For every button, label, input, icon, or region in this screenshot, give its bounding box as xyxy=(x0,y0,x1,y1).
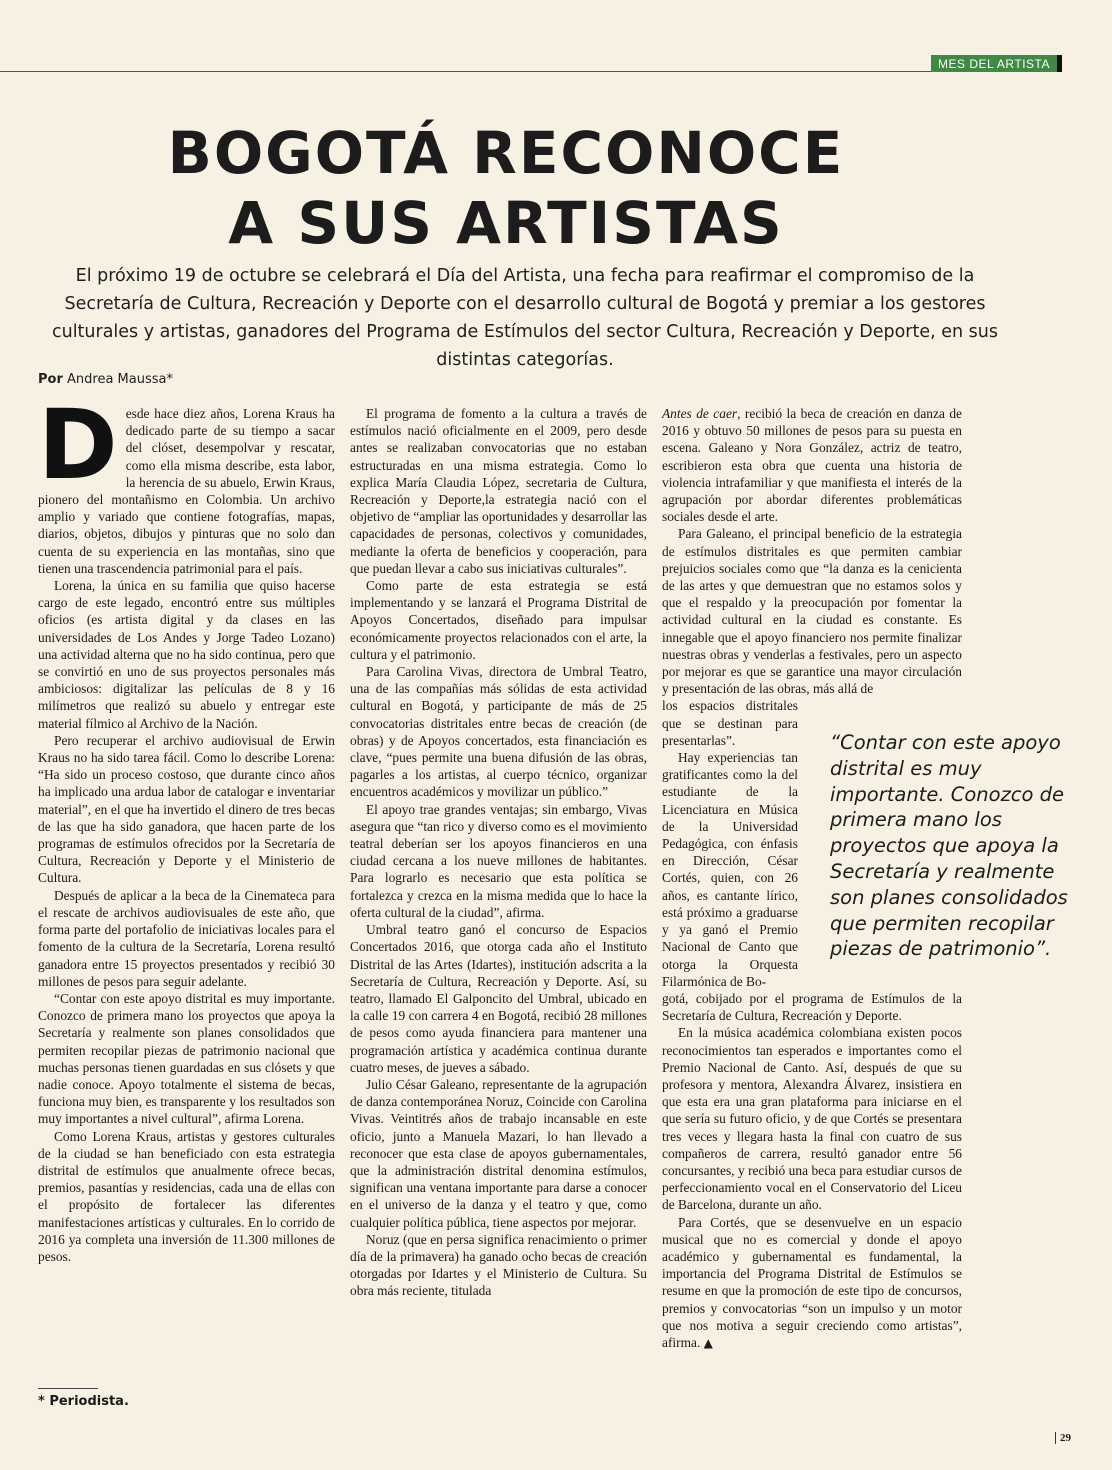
paragraph xyxy=(662,1214,962,1353)
section-tag: MES DEL ARTISTA xyxy=(931,55,1062,72)
paragraph: Para Carolina Vivas, directora de Umbral Teatro, una de las compañías más sólidas de esta actividad cultural en Bogotá, y participante de más de 25 convocatorias distritales entre becas de creación (de obras) y de Apoyos concertados, esta financiación es clave, “pues permite una buena difusión de las obras, pagarles a los artistas, al cuerpo técnico, organizar encuentros académicos y movilizar un público.” xyxy=(350,664,647,800)
paragraph: Después de aplicar a la beca de la Cinemateca para el rescate de archivos audiovisuales de este año, que forma parte del portafolio de iniciativas locales para el fomento de la cultura de la Secretaría, Lorena resultó ganadora entre 15 proyectos presentados y recibió 30 millones de pesos para seguir adelante. xyxy=(38,887,335,989)
article-title xyxy=(0,118,1012,258)
byline xyxy=(38,372,173,387)
footnote-rule xyxy=(38,1388,98,1389)
paragraph-narrow: los espacios distritales que se destinan para presentarlas”. xyxy=(662,698,798,748)
end-mark-icon: ▲ xyxy=(703,1335,713,1350)
paragraph: Como Lorena Kraus, artistas y gestores culturales de la ciudad se han beneficiado con esta estrategia distrital de estímulos que anualmente ofrece becas, premios, pasantías y residencias, cada una de ellas con el propósito de fortalecer las diferentes manifestaciones artísticas y culturales. En lo corrido de 2016 ya completa una inversión de 11.300 millones de pesos. xyxy=(38,1128,335,1264)
paragraph-text: , recibió la beca de creación en danza de 2016 y obtuvo 50 millones de pesos para su puesta en escena. Galeano y Nora González, actriz de teatro, escribieron esta obra que cuenta una historia de violencia intrafamiliar y que manifiesta el interés de la agrupación por abordar diferentes problemáticas sociales desde el arte. xyxy=(662,406,962,525)
byline-author: Andrea Maussa* xyxy=(67,372,173,387)
footnote: * Periodista. xyxy=(38,1394,129,1409)
title-line-1: BOGOTÁ RECONOCE xyxy=(167,119,845,187)
paragraph xyxy=(662,405,962,525)
paragraph: Lorena, la única en su familia que quiso hacerse cargo de este legado, encontró entre sus múltiples oficios (es artista digital y da clases en las universidades de Los Andes y Jorge Tadeo Lozano) una actividad alterna que no ha sido continua, pero que se convirtió en uno de sus proyectos personales más ambiciosos: digitalizar las películas de 8 y 16 milímetros que realizó su abuelo y entregar este material fílmico al Archivo de la Nación. xyxy=(38,578,335,731)
drop-cap: D xyxy=(38,389,118,501)
paragraph: El apoyo trae grandes ventajas; sin embargo, Vivas asegura que “tan rico y diverso como es el movimiento teatral deberían ser los apoyos financieros en una ciudad cercana a los nueve millones de habitantes. Para lograrlo es necesario que esta política se fortalezca y crezca en la misma medida que lo hace la oferta cultural de la ciudad”, afirma. xyxy=(350,801,647,920)
paragraph: “Contar con este apoyo distrital es muy importante. Conozco de primera mano los proyectos que apoya la Secretaría y realmente son planes consolidados que permiten recopilar piezas de patrimonio nacional que muchas personas tienen guardadas en sus clósets y que nadie conoce. Apoyo totalmente el sistema de becas, funciona muy bien, es transparente y los resultados son muy importantes a nivel cultural”, afirma Lorena. xyxy=(38,990,335,1127)
paragraph: El programa de fomento a la cultura a través de estímulos nació oficialmente en el 2009, pero desde antes se realizaban convocatorias que no estaban estructuradas en una misma estrategia. Como lo explica María Claudia López, secretaria de Cultura, Recreación y Deporte,la estrategia nació con el objetivo de “ampliar las oportunidades y desarrollar las capacidades de personas, colectivos y comunidades, mediante la oferta de beneficios y cooperación, para que puedan llevar a cabo sus iniciativas culturales”. xyxy=(350,406,647,576)
paragraph: Umbral teatro ganó el concurso de Espacios Concertados 2016, que otorga cada año el Instituto Distrital de las Artes (Idartes), institución adscrita a la Secretaría de Cultura, Recreación y Deporte. Así, su teatro, llamado El Galponcito del Umbral, ubicado en la calle 19 con carrera 4 en Bogotá, recibió 28 millones de pesos como ayuda financiera para mantener una programación artística y académica continua durante cuatro meses, de jueves a sábado. xyxy=(350,922,647,1075)
paragraph-text: esde hace diez años, Lorena Kraus ha dedicado parte de su tiempo a sacar del clóset, desempolvar y rescatar, como ella misma describe, esta labor, la herencia de su abuelo, Erwin Kraus, pionero del montañismo en Colombia. Un archivo amplio y variado que contiene fotografías, mapas, diarios, objetos, dibujos y pinturas que no solo dan cuenta de su experiencia en las montañas, sino que tienen una trascendencia patrimonial para el país. xyxy=(38,406,335,576)
header-rule xyxy=(0,71,1062,72)
paragraph-narrow: Hay experiencias tan gratificantes como la del estudiante de la Licenciatura en Música de la Universidad Pedagógica, con énfasis en Dirección, César Cortés, quien, con 26 años, es cantante lírico, está próximo a graduarse y ya ganó el Premio Nacional de Canto que otorga la Orquesta Filarmónica de Bo- xyxy=(662,750,798,989)
pull-quote: “Contar con este apoyo distrital es muy importante. Conozco de primera mano los proyectos que apoya la Secretaría y realmente son planes consolidados que permiten recopilar piezas de patrimonio”. xyxy=(830,731,1068,961)
paragraph xyxy=(38,389,335,577)
paragraph: En la música académica colombiana existen pocos reconocimientos tan esperados e importantes como el Premio Nacional de Canto. Así, después de que su profesora y mentora, Alexandra Álvarez, insistiera en que esta era una gran plataforma para iniciarse en el que sería su futuro oficio, y de que Cortés se presentara tres veces y llegara hasta la final con cuatro de sus compañeros de carrera, resultó ganador entre 56 concursantes, y recibió una beca para estudiar cursos de perfeccionamiento vocal en el Conservatorio del Liceu de Barcelona, durante un año. xyxy=(662,1025,962,1213)
paragraph: Como parte de esta estrategia se está implementando y se lanzará el Programa Distrital de Apoyos Concertados, diseñado para impulsar económicamente proyectos relacionados con el arte, la cultura y el patrimonio. xyxy=(350,578,647,662)
article-lede: El próximo 19 de octubre se celebrará el Día del Artista, una fecha para reafirmar el compromiso de la Secretaría de Cultura, Recreación y Deporte con el desarrollo cultural de Bogotá y premiar a los gestores culturales y artistas, ganadores del Programa de Estímulos del sector Cultura, Recreación y Deporte, en sus distintas categorías. xyxy=(51,266,998,370)
paragraph: gotá, cobijado por el programa de Estímulos de la Secretaría de Cultura, Recreación y Deporte. xyxy=(662,990,962,1024)
column-1 xyxy=(38,389,335,1265)
paragraph-text: Para Cortés, que se desenvuelve en un espacio musical que no es comercial y donde el apoyo académico y gubernamental es fundamental, la importancia del Programa Distrital de Estímulos se resume en que la promoción de este tipo de concursos, premios y convocatorias “son un impulso y un motor que nos motiva a seguir creciendo como artistas”, afirma. xyxy=(662,1214,962,1350)
paragraph: Julio César Galeano, representante de la agrupación de danza contemporánea Noruz, Coincide con Carolina Vivas. Veintitrés años de trabajo incansable en este oficio, junto a Manuela Mazari, lo han llevado a reconocer que esta clase de apoyos gubernamentales, que la administración distrital denomina estímulos, significan una ventana importante para darse a conocer en el universo de la danza y el teatro y que, como cualquier política pública, tiene aspectos por mejorar. xyxy=(350,1076,647,1230)
paragraph: Para Galeano, el principal beneficio de la estrategia de estímulos distritales es que permiten cambiar prejuicios sociales como que “la danza es la cenicienta de las artes y que demuestran que no estamos solos y que el respaldo y la preocupación por fomentar la actividad cultural en la ciudad es constante. Es innegable que el apoyo financiero nos permite finalizar nuestras obras y venderlas a festivales, pero un aspecto por mejorar es que se garantice una mayor circulación y presentación de las obras, más allá de xyxy=(662,526,962,697)
byline-prefix: Por xyxy=(38,372,63,387)
column-2 xyxy=(350,405,647,1300)
paragraph: Pero recuperar el archivo audiovisual de Erwin Kraus no ha sido tarea fácil. Como lo describe Lorena: “Ha sido un proceso costoso, que durante cinco años ha implicado una ardua labor de catalogar e inventariar material”, en el que ha invertido el dinero de tres becas de las que ha sido ganadora, que hacen parte de los programas de estímulos ofrecidos por la Secretaría de Cultura, Recreación y Deporte y el Ministerio de Cultura. xyxy=(38,732,335,886)
work-title: Antes de caer xyxy=(662,406,738,421)
title-line-2: A SUS ARTISTAS xyxy=(228,189,784,257)
page-number: 29 xyxy=(1055,1432,1071,1444)
paragraph: Noruz (que en persa significa renacimiento o primer día de la primavera) ha ganado ocho becas de creación otorgadas por Idartes y el Ministerio de Cultura. Su obra más reciente, titulada xyxy=(350,1231,647,1299)
